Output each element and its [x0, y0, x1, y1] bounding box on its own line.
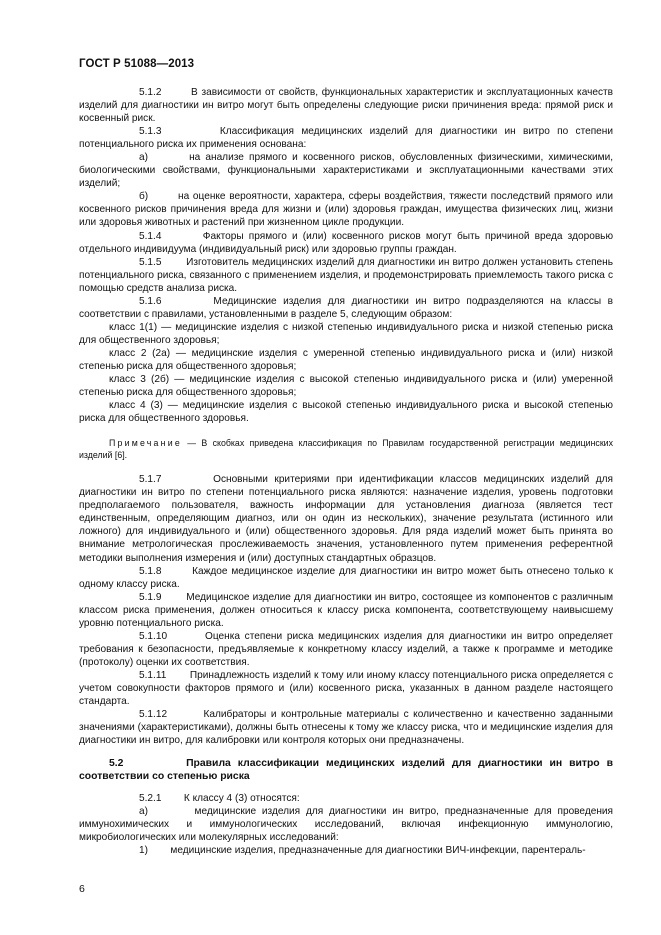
paragraph-text: класс 3 (2б) — медицинские изделия с высокой степенью индивидуального риска и (или) умеренной степенью риска для общественного здоровья;: [79, 374, 613, 399]
paragraph: [79, 190, 613, 229]
section-heading: [79, 757, 613, 783]
paragraph: [79, 565, 613, 591]
paragraph: [79, 295, 613, 321]
paragraph-number: 5.1.3: [139, 126, 162, 138]
paragraph: [79, 708, 613, 747]
paragraph-number: 5.1.12: [139, 709, 168, 721]
note: [79, 437, 613, 461]
paragraph-text: класс 1(1) — медицинские изделия с низкой степенью индивидуального риска и низкой степенью риска для общественного здоровья;: [79, 321, 613, 346]
paragraph-text: Оценка степени риска медицинских изделия для диагностики ин витро определяет требования к безопасности, предъявляемые к конкретному классу изделий, а также к программе и методике (протоколу) оценки их соответствия.: [79, 630, 613, 668]
paragraph: [79, 256, 613, 295]
section-title: Правила классификации медицинских изделий для диагностики ин витро в соответствии со степенью риска: [79, 758, 613, 783]
paragraph: [79, 347, 613, 373]
paragraph-number: 5.1.7: [139, 474, 162, 486]
paragraph: [79, 373, 613, 399]
note-text: — В скобках приведена классификация по Правилам государственной регистрации медицинских изделий [6].: [79, 438, 613, 461]
paragraph-text: Изготовитель медицинских изделий для диагностики ин витро должен установить степень потенциального риска, связанного с применением изделия, и продемонстрировать приемлемость такого риска с помощью средств анализа риска.: [79, 256, 613, 294]
paragraphs-top: [79, 86, 613, 425]
paragraph-text: Классификация медицинских изделий для диагностики ин витро по степени потенциального риска их применения основана:: [79, 126, 613, 151]
paragraph-text: Принадлежность изделий к тому или иному классу потенциального риска определяется с учетом совокупности факторов прямого и (или) косвенного риска, указанных в данном разделе настоящего стандарта.: [79, 669, 613, 708]
paragraph-text: класс 2 (2а) — медицинские изделия с умеренной степенью индивидуального риска и (или) низкой степенью риска для общественного здоровья;: [79, 347, 613, 372]
paragraph-text: класс 4 (3) — медицинские изделия с высокой степенью индивидуального риска и высокой степенью риска для общественного здоровья.: [79, 400, 613, 425]
paragraph-number: 1): [139, 844, 148, 856]
paragraph-text: Каждое медицинское изделие для диагностики ин витро может быть отнесено только к одному классу риска.: [79, 565, 614, 590]
paragraphs-bottom: [79, 792, 613, 857]
paragraph-text: медицинские изделия, предназначенные для диагностики ВИЧ-инфекции, парентераль-: [170, 844, 586, 856]
paragraph-text: Медицинские изделия для диагностики ин витро подразделяются на классы в соответствии с правилами, установленными в разделе 5, следующим образом:: [79, 295, 614, 320]
paragraph-number: 5.1.9: [139, 591, 162, 603]
paragraph-text: Калибраторы и контрольные материалы с количественно и качественно заданными значениями (характеристиками), должны быть отнесены к тому же классу риска, что и медицинские изделия для диагностики ин витро, для калибровки или контроля которых они предназначены.: [79, 709, 614, 747]
paragraph: [79, 125, 613, 151]
paragraph-text: В зависимости от свойств, функциональных характеристик и эксплуатационных качеств изделий для диагностики ин витро могут быть определены следующие риски причинения вреда: прямой риск и косвенный риск.: [79, 87, 613, 125]
paragraph: [79, 151, 613, 190]
paragraph: [79, 321, 613, 347]
paragraph: [79, 591, 613, 630]
paragraph-number: 5.1.11: [139, 669, 167, 681]
paragraph-number: 5.1.5: [139, 256, 162, 268]
paragraph: [79, 844, 613, 857]
paragraph-number: 5.2.1: [139, 792, 162, 804]
paragraphs-mid: [79, 473, 613, 747]
paragraph: [79, 86, 613, 125]
paragraph-text: К классу 4 (3) относятся:: [183, 792, 300, 804]
paragraph-text: Медицинское изделие для диагностики ин витро, состоящее из компонентов с различным классом риска применения, должен относиться к классу риска компонента, соответствующему наивысшему уровню потенциального риска.: [79, 591, 614, 629]
paragraph-text: на анализе прямого и косвенного рисков, обусловленных физическими, химическими, биологическими свойствами, функциональными характеристиками и эксплуатационными качествами этих изделий;: [79, 152, 614, 190]
paragraph-number: 5.1.2: [139, 87, 162, 98]
paragraph: [79, 230, 613, 256]
paragraph-number: а): [139, 805, 148, 817]
paragraph: [79, 805, 613, 844]
page-body: [79, 86, 613, 857]
paragraph: [79, 669, 613, 708]
paragraph-text: Факторы прямого и (или) косвенного рисков могут быть причиной вреда здоровью отдельного индивидуума (индивидуальный риск) или здоровью группы граждан.: [79, 230, 614, 255]
paragraph-text: Основными критериями при идентификации классов медицинских изделий для диагностики ин витро по степени потенциального риска являются: назначение изделия, уровень подготовки предполагаемого пользователя, важность информации для установления диагноза (является тест единственным, определяющим диагноз, или он один из нескольких), значение результата (истинного или ложного) для индивидуального и (или) общественного здоровья. Для ряда изделий может быть принята во внимание метрологическая прослеживаемость значения, установленного путем применения референтной методики выполнения измерения и (или) доступных стандартных образцов.: [79, 474, 613, 564]
document-header: ГОСТ Р 51088—2013: [79, 58, 195, 70]
paragraph-number: 5.1.6: [139, 295, 162, 307]
paragraph: [79, 399, 613, 425]
paragraph-text: на оценке вероятности, характера, сферы воздействия, тяжести последствий прямого или косвенного рисков причинения вреда для жизни и (или) здоровья граждан, имущества физических лиц, жизни или здоровья животных и растений при жизненном цикле продукции.: [79, 191, 613, 229]
paragraph: [79, 473, 613, 564]
paragraph: [79, 792, 613, 805]
paragraph-text: медицинские изделия для диагностики ин витро, предназначенные для проведения иммунохимических и иммунологических исследований, включая инфекционную иммунологию, микробиологических или молекулярных исследований:: [79, 805, 614, 843]
section-number: 5.2: [109, 758, 124, 770]
paragraph-number: б): [139, 191, 149, 203]
note-label: Примечание: [109, 438, 182, 449]
paragraph-number: 5.1.8: [139, 565, 162, 577]
paragraph: [79, 630, 613, 669]
paragraph-number: а): [139, 152, 148, 164]
paragraph-number: 5.1.10: [139, 630, 168, 642]
paragraph-number: 5.1.4: [139, 230, 162, 242]
page-number: 6: [79, 883, 85, 895]
